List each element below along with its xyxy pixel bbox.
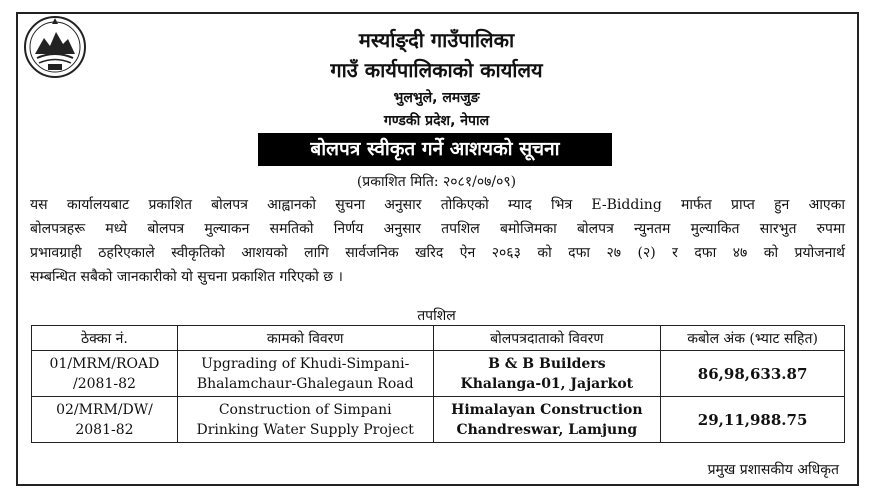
bidder-cell	[433, 351, 661, 397]
office-location: भुलभुले, लमजुङ	[393, 90, 480, 106]
notice-body-line: सम्बन्धित सबैको जानकारीको यो सुचना प्रकाशित गरिएको छ ।	[30, 269, 343, 285]
signature-title: प्रमुख प्रशासकीय अधिकृत	[707, 462, 839, 478]
contract-number-line: 2081-82	[75, 421, 134, 438]
office-title: मर्स्याङ्दी गाउँपालिका	[358, 28, 515, 52]
bidder-line: Himalayan Construction	[451, 401, 643, 418]
notice-body-line: यस कार्यालयबाट प्रकाशित बोलपत्र आह्वानको सुचना अनुसार तोकिएको म्याद भित्र E-Bidding मार्फत प्राप्त हुन आएका	[30, 197, 845, 213]
notice-body-line: बोलपत्रहरू मध्ये बोलपत्र मुल्याकन समतिको निर्णय अनुसार तपशिल बमोजिमका बोलपत्र न्युनतम मुल्याकित सारभुत रुपमा	[30, 221, 845, 237]
notice-body-line: प्रभावग्राही ठहरिएकाले स्वीकृतिको आशयको लागि सार्वजनिक खरिद ऐन २०६३ को दफा २७ (२) र दफा ४७ को प्रयोजनार्थ	[30, 245, 845, 261]
column-header: कबोल अंक (भ्याट सहित)	[661, 326, 845, 351]
column-header: ठेक्का नं.	[32, 326, 178, 351]
column-header: बोलपत्रदाताको विवरण	[433, 326, 661, 351]
work-description-line: Bhalamchaur-Ghalegaun Road	[196, 375, 414, 392]
work-description-cell	[177, 397, 433, 443]
table-row	[32, 351, 845, 397]
bidder-cell	[433, 397, 661, 443]
column-header: कामको विवरण	[177, 326, 433, 351]
bidder-line: B & B Builders	[488, 355, 606, 372]
table-row	[32, 397, 845, 443]
contract-number-line: 02/MRM/DW/	[56, 401, 153, 418]
tapsil-label: तपशिल	[417, 308, 456, 324]
office-province: गण्डकी प्रदेश, नेपाल	[383, 113, 490, 129]
contract-number-line: 01/MRM/ROAD	[49, 355, 160, 372]
work-description-line: Upgrading of Khudi-Simpani-	[201, 355, 410, 372]
notice-body	[30, 193, 845, 289]
contract-number-cell	[32, 351, 178, 397]
notice-heading: बोलपत्र स्वीकृत गर्ने आशयको सूचना	[258, 133, 612, 166]
work-description-line: Drinking Water Supply Project	[196, 421, 414, 438]
contracts-table	[31, 325, 845, 443]
table-header-row	[32, 326, 845, 351]
work-description-line: Construction of Simpani	[218, 401, 392, 418]
work-description-cell	[177, 351, 433, 397]
bid-amount-cell: 86,98,633.87	[661, 351, 845, 397]
published-date: (प्रकाशित मिति: २०८१/०७/०९)	[356, 174, 517, 190]
contract-number-cell	[32, 397, 178, 443]
contract-number-line: /2081-82	[73, 375, 136, 392]
bidder-line: Khalanga-01, Jajarkot	[460, 375, 634, 392]
bid-amount-cell: 29,11,988.75	[661, 397, 845, 443]
bidder-line: Chandreswar, Lamjung	[456, 421, 638, 438]
office-subtitle: गाउँ कार्यपालिकाको कार्यालय	[330, 58, 543, 82]
